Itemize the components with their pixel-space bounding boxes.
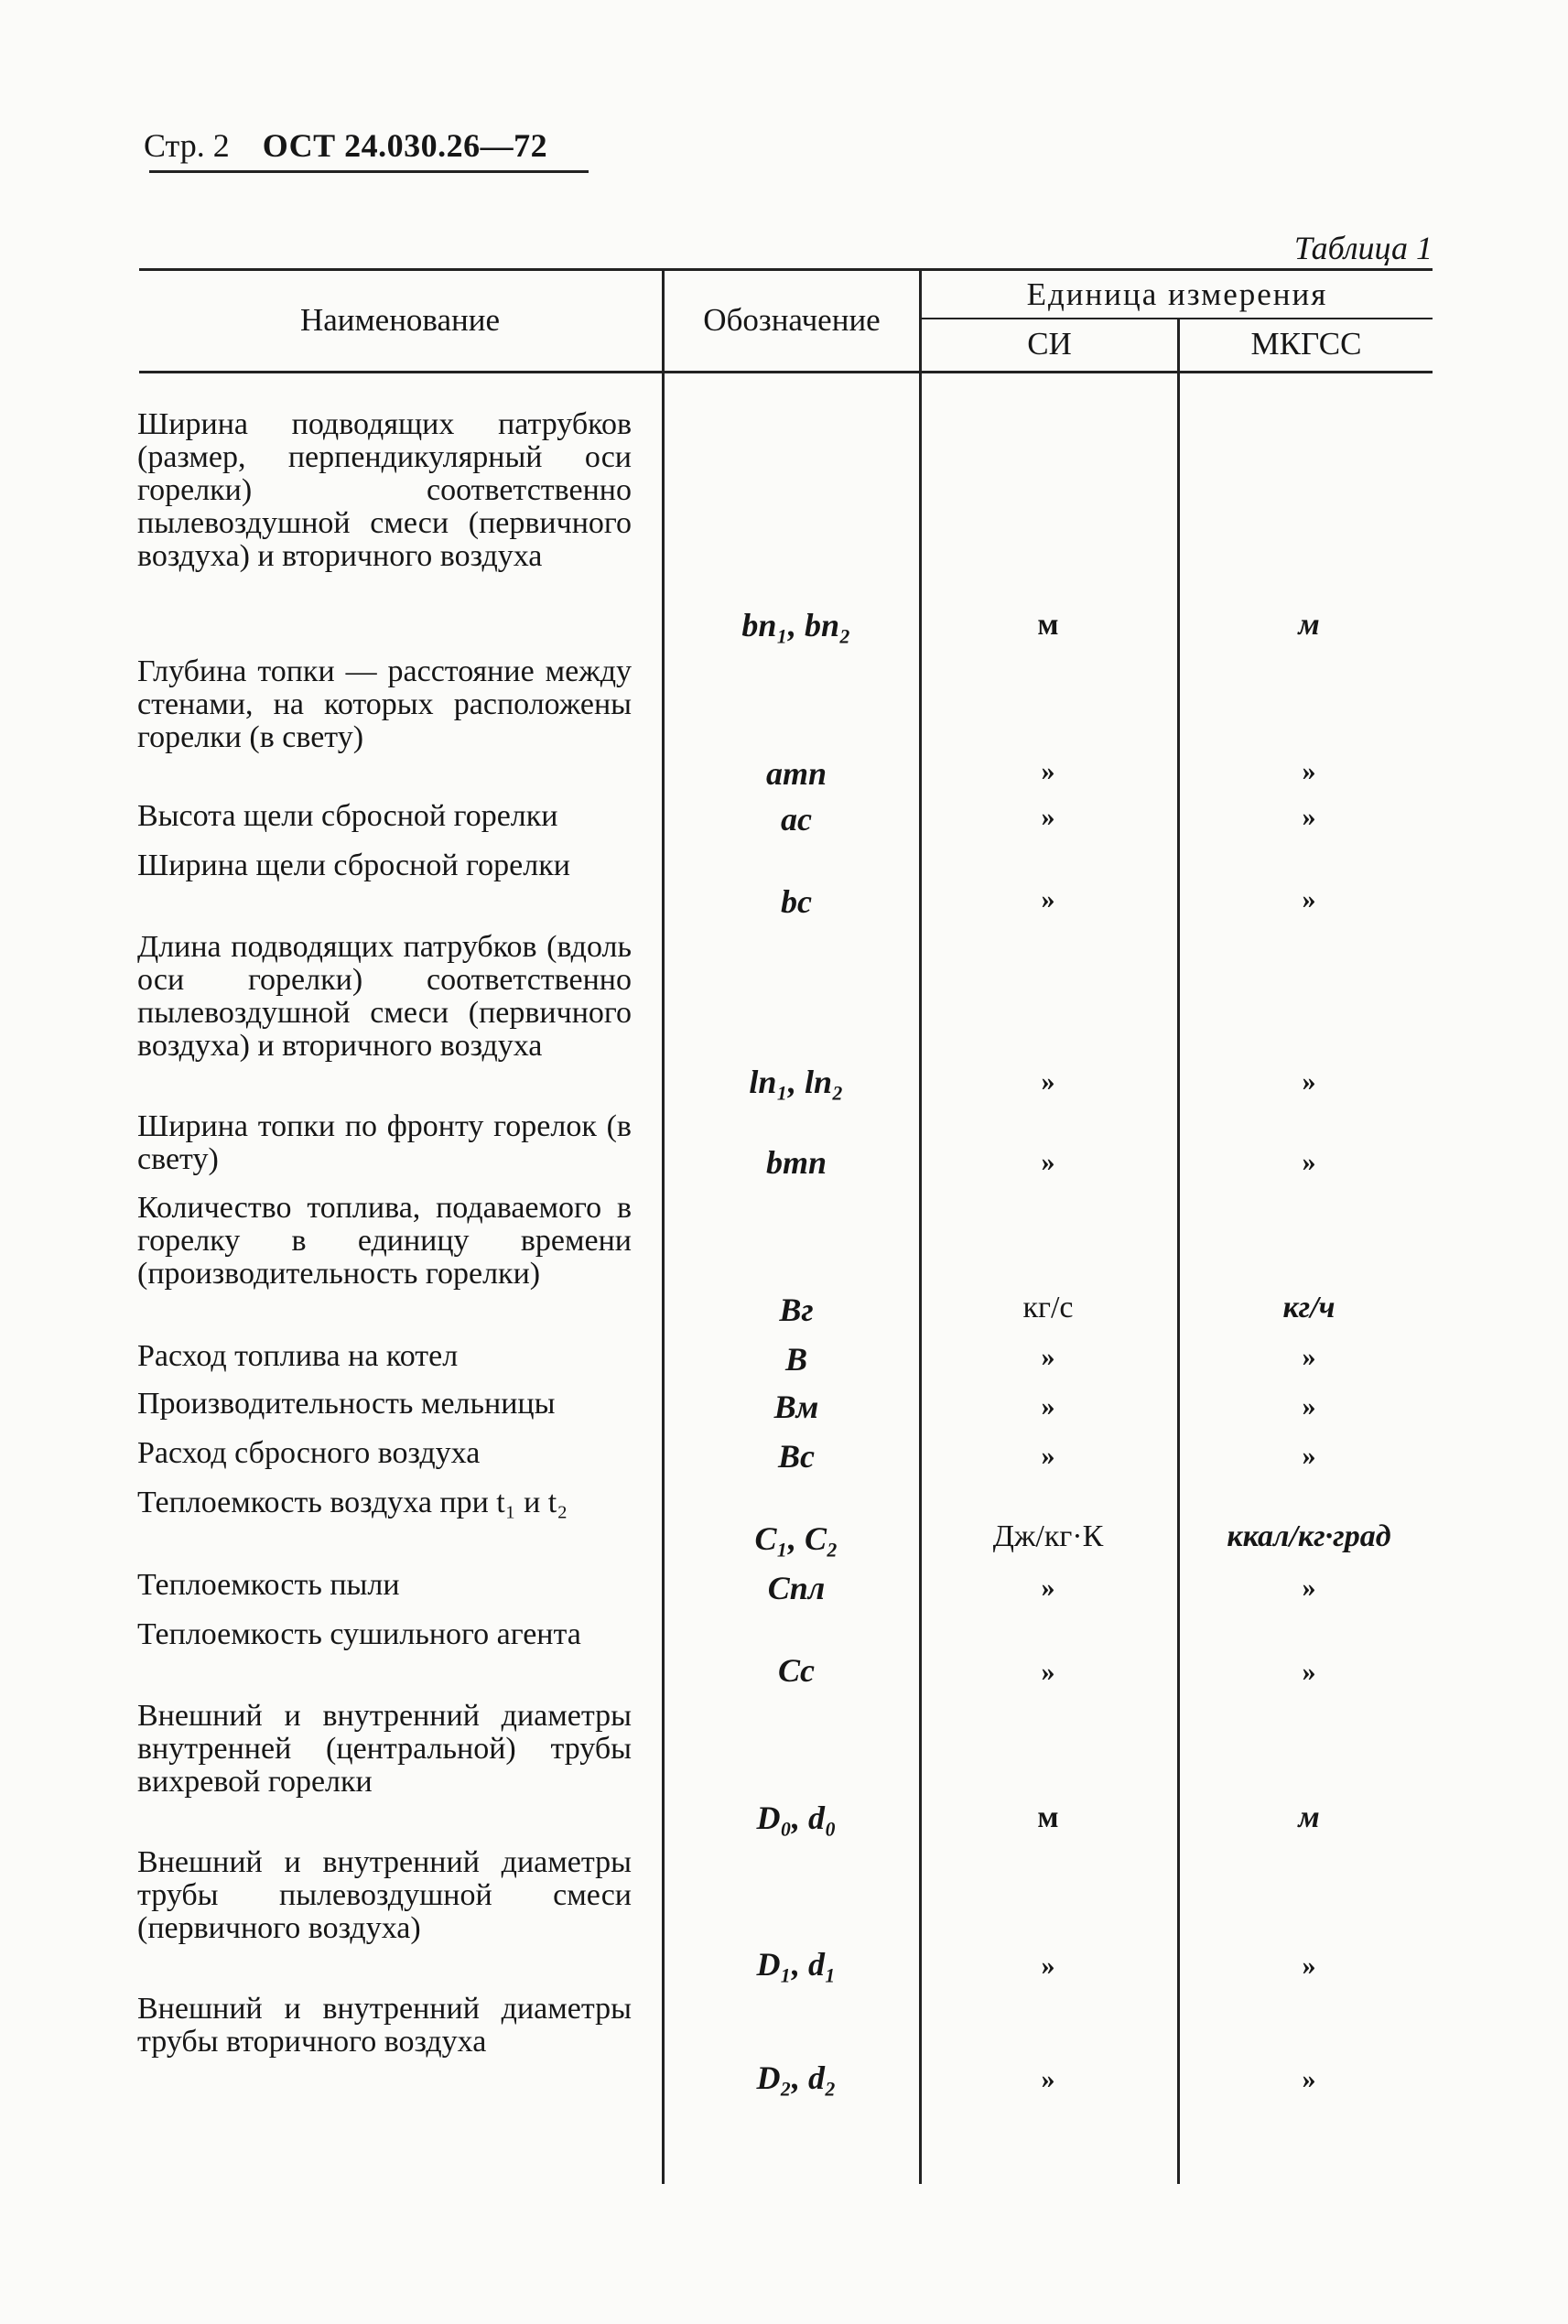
column-divider-units (1177, 319, 1180, 2184)
row-symbol: Bс (778, 1438, 815, 1475)
table-caption: Таблица 1 (1293, 230, 1433, 266)
row-unit-si: Дж/кг·К (992, 1519, 1104, 1553)
row-unit-si: » (1041, 1951, 1055, 1981)
row-name: Ширина топки по фронту горелок (в свету) (137, 1109, 632, 1176)
row-name: Внешний и внутренний диаметры внутренней (центральной) трубы вихревой горелки (137, 1699, 632, 1799)
header-bottom-rule (139, 371, 1433, 373)
row-unit-si: » (1041, 1391, 1055, 1421)
header-underline (149, 170, 589, 173)
unit-group-rule (920, 318, 1433, 319)
row-unit-mkgss: » (1302, 1342, 1316, 1372)
row-name: Расход топлива на котел (137, 1339, 459, 1373)
row-unit-si: » (1041, 884, 1055, 914)
row-unit-mkgss: » (1302, 1147, 1316, 1177)
row-symbol: D₀, d₀ (756, 1800, 837, 1836)
row-symbol: bп₁, bп₂ (741, 607, 851, 643)
row-symbol: D₁, d₁ (756, 1946, 837, 1983)
row-unit-mkgss: » (1302, 1441, 1316, 1471)
row-symbol: Cпл (767, 1570, 826, 1606)
column-header-unit-group: Единица измерения (1026, 276, 1328, 312)
row-name: Ширина щели сбросной горелки (137, 849, 570, 882)
row-symbol: B (784, 1341, 807, 1378)
row-unit-mkgss: » (1302, 1391, 1316, 1421)
column-header-symbol: Обозначение (703, 302, 881, 338)
row-unit-si: » (1041, 756, 1055, 786)
row-symbol: aс (781, 801, 812, 838)
column-header-mkgss: МКГСС (1250, 326, 1362, 362)
row-name: Внешний и внутренний диаметры трубы вторичного воздуха (137, 1992, 632, 2059)
row-unit-mkgss: ккал/кг·град (1227, 1519, 1391, 1553)
row-unit-si: » (1041, 1147, 1055, 1177)
row-unit-mkgss: » (1302, 884, 1316, 914)
row-name: Производительность мельницы (137, 1387, 556, 1421)
table-top-rule (139, 268, 1433, 271)
row-symbol: bтп (765, 1144, 827, 1181)
row-unit-si: » (1041, 1441, 1055, 1471)
row-unit-si: » (1041, 1657, 1055, 1687)
row-unit-si: » (1041, 1342, 1055, 1372)
column-header-si: СИ (1027, 326, 1072, 362)
row-unit-mkgss: » (1302, 802, 1316, 832)
row-symbol: C₁, C₂ (754, 1520, 838, 1557)
row-unit-si: » (1041, 1066, 1055, 1097)
row-name: Глубина топки — расстояние между стенами, на которых расположены горелки (в свету) (137, 654, 632, 754)
row-symbol: lп₁, lп₂ (749, 1064, 844, 1100)
row-symbol: aтп (765, 755, 827, 792)
row-unit-si: » (1041, 2064, 1055, 2094)
row-unit-mkgss: кг/ч (1282, 1291, 1336, 1324)
row-unit-mkgss: » (1302, 1066, 1316, 1097)
row-unit-si: м (1037, 608, 1059, 642)
row-symbol: Bг (779, 1292, 814, 1328)
row-name: Внешний и внутренний диаметры трубы пылевоздушной смеси (первичного воздуха) (137, 1845, 632, 1945)
column-divider-symbol (919, 271, 922, 2184)
row-unit-mkgss: м (1298, 1800, 1320, 1834)
row-unit-si: м (1037, 1800, 1059, 1834)
column-header-name: Наименование (299, 302, 501, 338)
row-unit-si: » (1041, 1573, 1055, 1603)
row-symbol: bс (781, 883, 812, 920)
row-unit-mkgss: » (1302, 2064, 1316, 2094)
row-name: Длина подводящих патрубков (вдоль оси горелки) соответственно пылевоздушной смеси (первичного воздуха) и вторичного воздуха (137, 930, 632, 1063)
row-unit-si: кг/с (1022, 1291, 1074, 1324)
row-unit-mkgss: » (1302, 1573, 1316, 1603)
row-name: Расход сбросного воздуха (137, 1436, 481, 1470)
row-symbol: D₂, d₂ (756, 2059, 837, 2096)
row-unit-mkgss: м (1298, 608, 1320, 642)
page-header (144, 126, 547, 165)
row-unit-si: » (1041, 802, 1055, 832)
row-name: Теплоемкость пыли (137, 1568, 400, 1602)
row-unit-mkgss: » (1302, 756, 1316, 786)
row-name: Ширина подводящих патрубков (размер, перпендикулярный оси горелки) соответственно пылевоздушной смеси (первичного воздуха) и вторичного воздуха (137, 407, 632, 573)
row-unit-mkgss: » (1302, 1657, 1316, 1687)
row-name: Количество топлива, подаваемого в горелку в единицу времени (производительность горелки) (137, 1191, 632, 1291)
row-symbol: Cс (778, 1652, 815, 1689)
row-symbol: Bм (773, 1389, 819, 1425)
document-number: ОСТ 24.030.26—72 (262, 127, 548, 164)
page-label: Стр. 2 (144, 127, 230, 164)
row-unit-mkgss: » (1302, 1951, 1316, 1981)
column-divider-name (662, 271, 665, 2184)
row-name: Теплоемкость воздуха при t₁ и t₂ (137, 1486, 568, 1519)
row-name: Теплоемкость сушильного агента (137, 1617, 581, 1651)
row-name: Высота щели сбросной горелки (137, 799, 558, 833)
